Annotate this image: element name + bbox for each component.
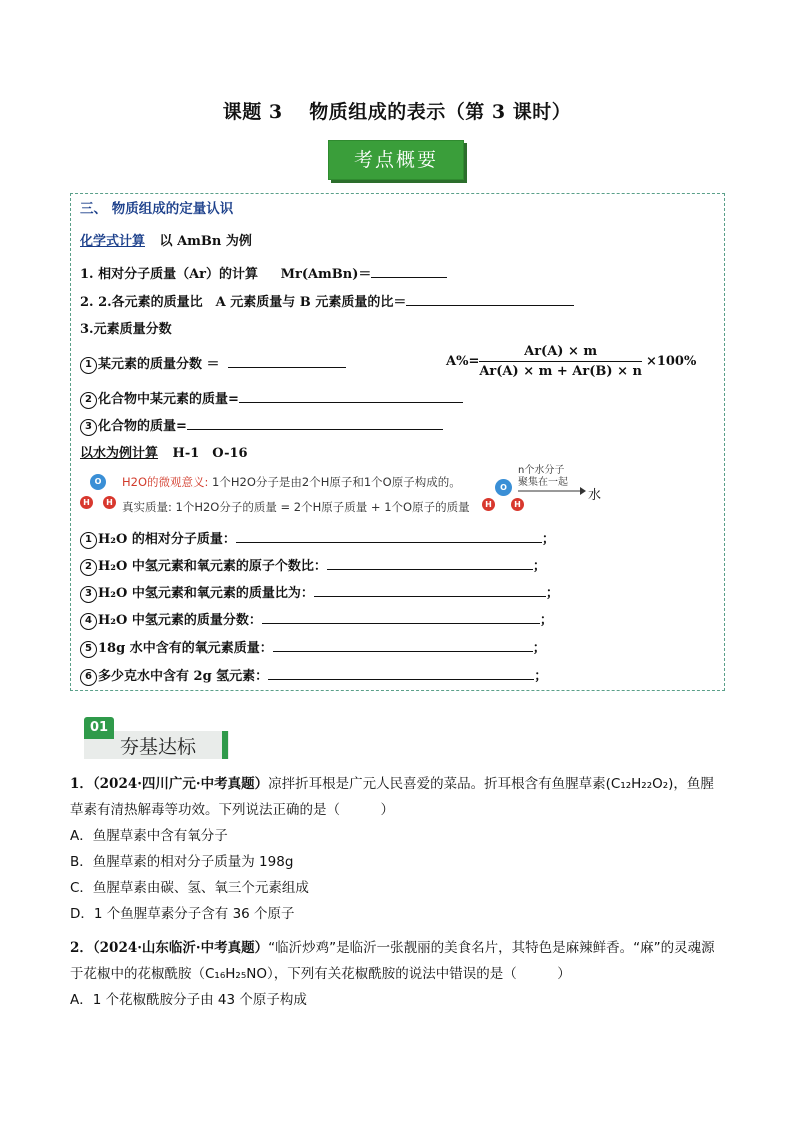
water-q1	[80, 528, 555, 549]
answer-blank	[262, 611, 540, 624]
question-text: “临沂炒鸡”是临沂一张靓丽的美食名片，其特色是麻辣鲜香。“麻”的灵魂源	[268, 940, 715, 956]
semicolon: ；	[532, 559, 546, 574]
answer-blank	[268, 667, 534, 680]
item-2	[80, 291, 574, 310]
question-text: H₂O 中氢元素和氧元素的质量比为：	[98, 586, 314, 601]
question-text: 草素有清热解毒等功效。下列说法正确的是（ ）	[70, 802, 394, 818]
answer-blank	[236, 530, 542, 543]
compound-mass-label: 化合物的质量=	[98, 419, 187, 434]
water-q4	[80, 609, 553, 630]
atomic-masses: H-1 O-16	[172, 446, 248, 461]
item-1-formula: Mr(AmBn)＝	[280, 267, 372, 282]
water-word: 水	[588, 488, 602, 503]
semicolon: ；	[539, 613, 553, 628]
answer-blank	[371, 265, 447, 278]
hydrogen-atom: H	[80, 496, 93, 509]
section-accent-bar	[222, 731, 228, 759]
hydrogen-atom: H	[482, 498, 495, 511]
fraction-numerator: Ar(A) × m	[479, 344, 642, 362]
micro-text: 1个H2O分子是由2个H原子和1个O原子构成的。	[212, 475, 461, 489]
hydrogen-atom: H	[103, 496, 116, 509]
calc-example: 以 AmBn 为例	[159, 234, 252, 249]
option-b: B．鱼腥草素的相对分子质量为 198g	[70, 854, 294, 870]
circle-number: 3	[80, 419, 97, 436]
micro-label: H2O的微观意义:	[122, 475, 209, 489]
answer-blank	[273, 639, 533, 652]
semicolon: ；	[541, 532, 555, 547]
real-mass	[122, 499, 470, 515]
semicolon: ；	[534, 669, 548, 684]
water-molecule-icon	[80, 474, 116, 514]
semicolon: ；	[532, 641, 546, 656]
question-1	[70, 771, 730, 927]
water-q5	[80, 637, 546, 658]
question-text: 于花椒中的花椒酰胺（C₁₆H₂₅NO），下列有关花椒酰胺的说法中错误的是（ ）	[70, 966, 571, 982]
formula-suffix: ×100%	[645, 354, 697, 369]
option-a: A．鱼腥草素中含有氧分子	[70, 828, 228, 844]
element-mass-label: 化合物中某元素的质量=	[98, 392, 239, 407]
mass-fraction-row	[80, 353, 346, 374]
key-points-badge: 考点概要	[328, 140, 464, 180]
aggregation-line-2: 聚集在一起	[518, 477, 568, 488]
formula-prefix: A%=	[446, 354, 480, 369]
circle-number: 1	[80, 357, 97, 374]
question-text: 多少克水中含有 2g 氢元素：	[98, 669, 269, 684]
answer-blank	[327, 557, 533, 570]
calc-heading	[80, 230, 252, 249]
real-text: 1个H2O分子的质量 = 2个H原子质量 + 1个O原子的质量	[175, 500, 470, 514]
question-text: H₂O 中氢元素的质量分数：	[98, 613, 262, 628]
item-2-text: 2. 2.各元素的质量比 A 元素质量与 B 元素质量的比＝	[80, 295, 407, 310]
circle-number: 3	[80, 586, 97, 603]
compound-mass-row	[80, 415, 443, 436]
question-text: H₂O 中氢元素和氧元素的原子个数比：	[98, 559, 327, 574]
item-1	[80, 263, 447, 282]
element-mass-row	[80, 388, 463, 409]
circle-number: 4	[80, 613, 97, 630]
mass-fraction-label: 某元素的质量分数 ＝	[98, 357, 220, 372]
question-text: 凉拌折耳根是广元人民喜爱的菜品。折耳根含有鱼腥草素(C₁₂H₂₂O₂)，鱼腥	[268, 776, 714, 792]
real-label: 真实质量:	[122, 500, 172, 514]
micro-meaning	[122, 474, 461, 490]
question-number: 2．	[70, 940, 93, 956]
option-c: C．鱼腥草素由碳、氢、氧三个元素组成	[70, 880, 309, 896]
water-q6	[80, 665, 547, 686]
page-title: 课题 3 物质组成的表示（第 3 课时）	[222, 101, 572, 123]
oxygen-atom: O	[90, 474, 106, 490]
fraction-denominator: Ar(A) × m + Ar(B) × n	[479, 364, 642, 379]
question-number: 1．	[70, 776, 93, 792]
water-label: 以水为例计算	[80, 446, 159, 461]
answer-blank	[406, 293, 574, 306]
option-a: A．1 个花椒酰胺分子由 43 个原子构成	[70, 992, 307, 1008]
answer-blank	[314, 584, 546, 597]
water-q3	[80, 582, 559, 603]
circle-number: 5	[80, 641, 97, 658]
question-source: （2024·四川广元·中考真题）	[92, 776, 269, 792]
item-3: 3.元素质量分数	[80, 322, 172, 337]
semicolon: ；	[545, 586, 559, 601]
fraction	[479, 344, 642, 379]
mass-fraction-formula	[446, 344, 696, 379]
circle-number: 6	[80, 669, 97, 686]
question-2	[70, 935, 730, 1013]
item-1-label: 1. 相对分子质量（Ar）的计算	[80, 267, 259, 282]
section-title: 夯基达标	[120, 736, 197, 758]
section-heading: 三、 物质组成的定量认识	[80, 201, 234, 217]
circle-number: 1	[80, 532, 97, 549]
hydrogen-atom: H	[511, 498, 524, 511]
section-number-tag: 01	[84, 717, 114, 739]
oxygen-atom: O	[495, 479, 512, 496]
water-heading	[80, 442, 248, 461]
answer-blank	[228, 355, 346, 368]
option-d: D．1 个鱼腥草素分子含有 36 个原子	[70, 906, 295, 922]
question-source: （2024·山东临沂·中考真题）	[92, 940, 269, 956]
calc-label: 化学式计算	[80, 234, 146, 249]
question-text: 18g 水中含有的氧元素质量：	[98, 641, 273, 656]
answer-blank	[187, 417, 443, 430]
question-text: H₂O 的相对分子质量：	[98, 532, 236, 547]
aggregation-line-1: n个水分子	[518, 465, 565, 476]
arrow-right-icon	[518, 486, 586, 496]
circle-number: 2	[80, 559, 97, 576]
water-q2	[80, 555, 546, 576]
answer-blank	[239, 390, 463, 403]
circle-number: 2	[80, 392, 97, 409]
